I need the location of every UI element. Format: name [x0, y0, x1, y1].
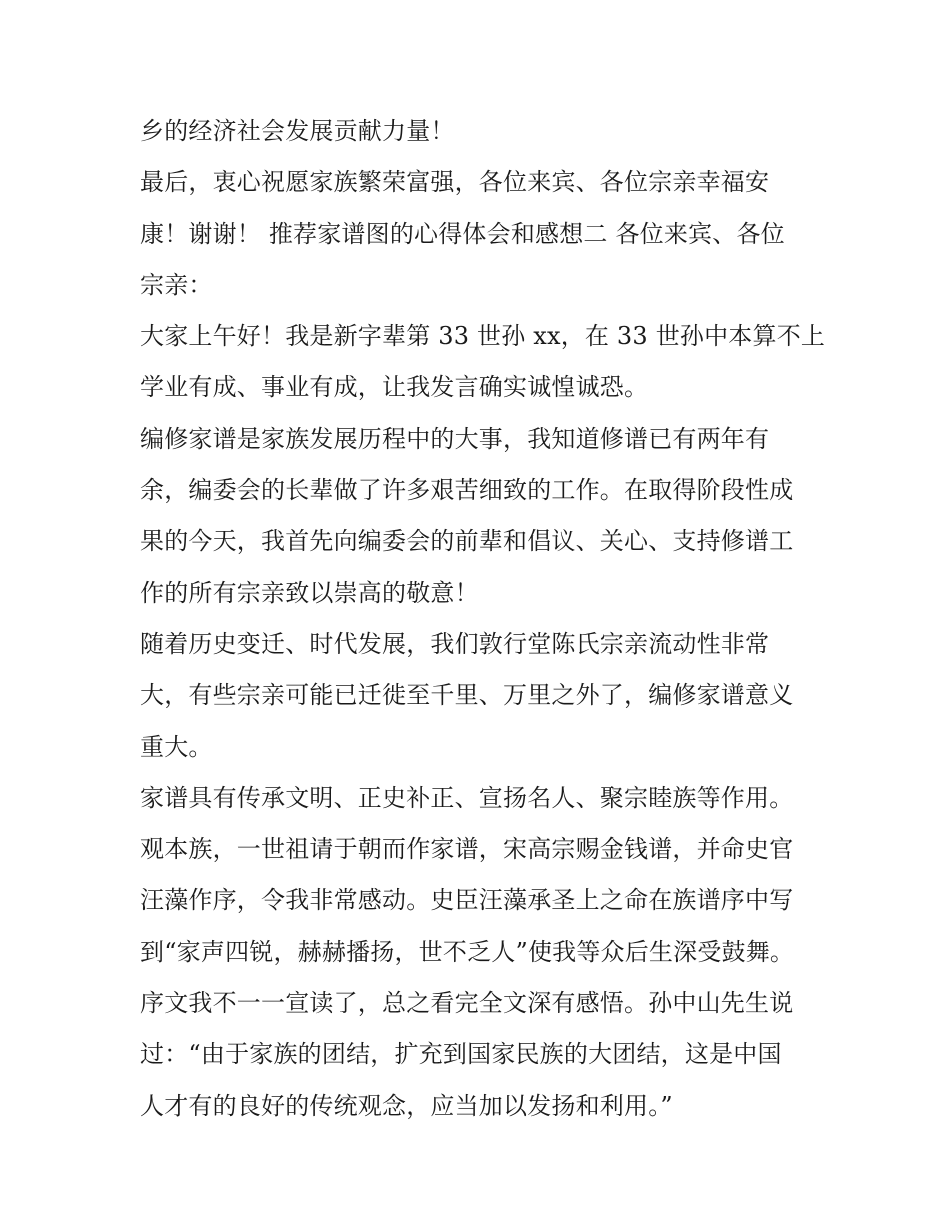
- text-line: 汪藻作序，令我非常感动。史臣汪藻承圣上之命在族谱序中写: [140, 886, 794, 915]
- text-line: 学业有成、事业有成，让我发言确实诚惶诚恐。: [140, 373, 649, 402]
- text-line: 随着历史变迁、时代发展，我们敦行堂陈氏宗亲流动性非常: [140, 629, 770, 658]
- text-line: 余，编委会的长辈做了许多艰苦细致的工作。在取得阶段性成: [140, 476, 794, 505]
- text-line: 人才有的良好的传统观念，应当加以发扬和利用。”: [140, 1091, 673, 1120]
- text-line: 宗亲：: [140, 270, 213, 299]
- text-line: 大家上午好！我是新字辈第 33 世孙 xx，在 33 世孙中本算不上: [140, 322, 826, 351]
- text-line: 果的今天，我首先向编委会的前辈和倡议、关心、支持修谱工: [140, 527, 794, 556]
- text-line: 重大。: [140, 732, 213, 761]
- text-line: 家谱具有传承文明、正史补正、宣扬名人、聚宗睦族等作用。: [140, 783, 794, 812]
- text-line: 大，有些宗亲可能已迁徙至千里、万里之外了，编修家谱意义: [140, 681, 794, 710]
- text-line: 乡的经济社会发展贡献力量！: [140, 117, 455, 145]
- text-line: 观本族，一世祖请于朝而作家谱，宋高宗赐金钱谱，并命史官: [140, 835, 794, 864]
- text-line: 过：“由于家族的团结，扩充到国家民族的大团结，这是中国: [140, 1040, 782, 1069]
- text-line: 序文我不一一宣读了，总之看完全文深有感悟。孙中山先生说: [140, 989, 794, 1018]
- text-line: 康！谢谢！ 推荐家谱图的心得体会和感想二 各位来宾、各位: [140, 219, 785, 248]
- document-body: [140, 106, 826, 1132]
- text-line: 最后，衷心祝愿家族繁荣富强，各位来宾、各位宗亲幸福安: [140, 168, 770, 197]
- text-line: 到“家声四锐，赫赫播扬，世不乏人”使我等众后生深受鼓舞。: [140, 937, 795, 966]
- text-line: 编修家谱是家族发展历程中的大事，我知道修谱已有两年有: [140, 424, 770, 453]
- text-line: 作的所有宗亲致以崇高的敬意！: [140, 578, 479, 607]
